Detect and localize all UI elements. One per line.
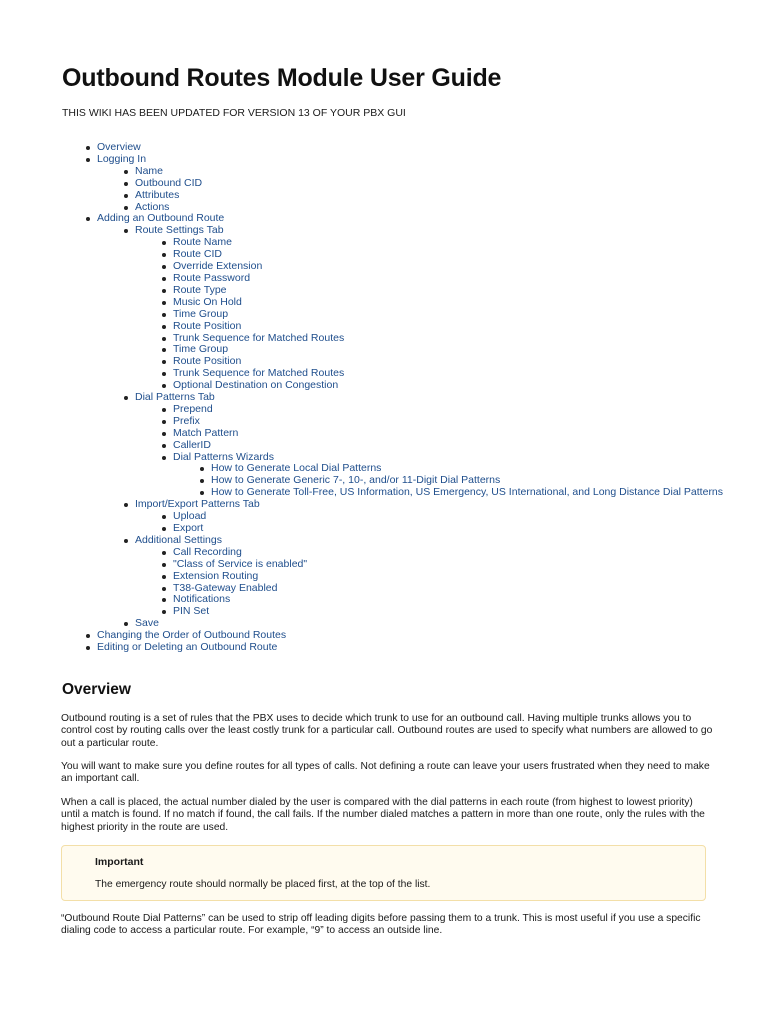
toc-link[interactable]: Route Password bbox=[173, 271, 251, 284]
version-banner: THIS WIKI HAS BEEN UPDATED FOR VERSION 13 OF YOUR PBX GUI bbox=[62, 107, 406, 119]
toc-link[interactable]: Time Group bbox=[173, 307, 229, 320]
toc-link[interactable]: "Class of Service is enabled" bbox=[173, 557, 308, 570]
toc-link[interactable]: Route Position bbox=[173, 355, 242, 368]
toc-link[interactable]: How to Generate Toll-Free, US Information, US Emergency, US International, and Long Distance Dial Patterns bbox=[211, 486, 724, 499]
toc-item bbox=[62, 606, 752, 618]
toc-item bbox=[62, 416, 752, 428]
toc-item bbox=[62, 142, 752, 154]
toc-link[interactable]: Actions bbox=[135, 200, 170, 213]
table-of-contents bbox=[62, 142, 752, 654]
toc-link[interactable]: Route Type bbox=[173, 283, 227, 296]
toc-item bbox=[62, 249, 752, 261]
toc-item bbox=[62, 368, 752, 380]
toc-item bbox=[62, 321, 752, 333]
toc-link[interactable]: Notifications bbox=[173, 593, 231, 606]
toc-item bbox=[62, 535, 752, 547]
toc-item bbox=[62, 392, 752, 404]
toc-item bbox=[62, 594, 752, 606]
toc-link[interactable]: Trunk Sequence for Matched Routes bbox=[173, 367, 345, 380]
toc-link[interactable]: How to Generate Generic 7-, 10-, and/or 11-Digit Dial Patterns bbox=[211, 474, 501, 487]
toc-link[interactable]: CallerID bbox=[173, 438, 211, 451]
toc-item bbox=[62, 356, 752, 368]
toc-link[interactable]: Extension Routing bbox=[173, 569, 259, 582]
overview-paragraph-2: You will want to make sure you define routes for all types of calls. Not defining a route can leave your users frustrated when they need to make an important call. bbox=[61, 761, 710, 785]
toc-link[interactable]: Optional Destination on Congestion bbox=[173, 379, 339, 392]
toc-link[interactable]: Route CID bbox=[173, 248, 223, 261]
toc-link[interactable]: Save bbox=[135, 617, 159, 630]
toc-link[interactable]: How to Generate Local Dial Patterns bbox=[211, 462, 382, 475]
toc-item bbox=[62, 333, 752, 345]
toc-link[interactable]: Route Name bbox=[173, 236, 232, 249]
toc-link[interactable]: Override Extension bbox=[173, 260, 263, 273]
toc-list bbox=[62, 142, 752, 654]
toc-link[interactable]: Route Settings Tab bbox=[135, 224, 224, 237]
overview-paragraph-3: When a call is placed, the actual number dialed by the user is compared with the dial patterns in each route (from highest to lowest priority) until a match is found. If no match if found, the call fails. If the number dialed matches a pattern in more than one route, only the rules with the highest priority in the route are used. bbox=[61, 797, 705, 833]
toc-link[interactable]: Upload bbox=[173, 510, 207, 523]
important-note bbox=[61, 845, 706, 901]
toc-link[interactable]: Name bbox=[135, 164, 164, 177]
toc-item bbox=[62, 428, 752, 440]
toc-link[interactable]: Adding an Outbound Route bbox=[97, 212, 225, 225]
note-text: The emergency route should normally be placed first, at the top of the list. bbox=[95, 879, 431, 890]
toc-link[interactable]: Overview bbox=[97, 141, 141, 153]
toc-item bbox=[62, 404, 752, 416]
toc-item bbox=[62, 583, 752, 595]
toc-item bbox=[62, 309, 752, 321]
toc-item bbox=[62, 237, 752, 249]
page-title: Outbound Routes Module User Guide bbox=[62, 64, 502, 92]
toc-link[interactable]: Logging In bbox=[97, 152, 147, 165]
toc-link[interactable]: PIN Set bbox=[173, 605, 210, 618]
toc-link[interactable]: Music On Hold bbox=[173, 295, 242, 308]
toc-link[interactable]: Dial Patterns Wizards bbox=[173, 450, 274, 463]
toc-link[interactable]: Dial Patterns Tab bbox=[135, 391, 215, 404]
toc-item bbox=[62, 511, 752, 523]
toc-item bbox=[62, 285, 752, 297]
note-title: Important bbox=[95, 856, 144, 868]
toc-item bbox=[62, 297, 752, 309]
toc-link[interactable]: Prepend bbox=[173, 402, 213, 415]
toc-item bbox=[62, 225, 752, 237]
toc-link[interactable]: Additional Settings bbox=[135, 533, 222, 546]
toc-link[interactable]: T38-Gateway Enabled bbox=[173, 581, 278, 594]
toc-link[interactable]: Editing or Deleting an Outbound Route bbox=[97, 641, 278, 654]
toc-item bbox=[62, 261, 752, 273]
toc-link[interactable]: Route Position bbox=[173, 319, 242, 332]
toc-link[interactable]: Prefix bbox=[173, 414, 200, 427]
toc-item bbox=[62, 273, 752, 285]
toc-link[interactable]: Time Group bbox=[173, 343, 229, 356]
toc-link[interactable]: Import/Export Patterns Tab bbox=[135, 498, 260, 511]
overview-heading: Overview bbox=[62, 681, 131, 698]
toc-item bbox=[62, 440, 752, 452]
overview-paragraph-4: “Outbound Route Dial Patterns” can be used to strip off leading digits before passing them to a trunk. This is most useful if you use a specific dialing code to access a particular route. For example, “9” to access an outside line. bbox=[61, 913, 701, 937]
toc-item bbox=[62, 499, 752, 511]
toc-link[interactable]: Attributes bbox=[135, 188, 180, 201]
toc-item bbox=[62, 547, 752, 559]
toc-item bbox=[62, 571, 752, 583]
toc-item bbox=[62, 154, 752, 166]
toc-link[interactable]: Outbound CID bbox=[135, 176, 203, 189]
toc-item bbox=[62, 344, 752, 356]
overview-paragraph-1: Outbound routing is a set of rules that the PBX uses to decide which trunk to use for an outbound call. Having multiple trunks allows you to control cost by routing calls over the least costly trunk for a particular call. Outbound routes are used to specify what numbers are allowed to go out a particular route. bbox=[61, 713, 713, 749]
toc-link[interactable]: Changing the Order of Outbound Routes bbox=[97, 629, 287, 642]
toc-link[interactable]: Export bbox=[173, 522, 204, 534]
toc-link[interactable]: Trunk Sequence for Matched Routes bbox=[173, 331, 345, 344]
toc-link[interactable]: Call Recording bbox=[173, 545, 242, 558]
toc-item bbox=[62, 642, 752, 654]
toc-item bbox=[62, 559, 752, 571]
toc-item bbox=[62, 452, 752, 464]
toc-link[interactable]: Match Pattern bbox=[173, 426, 239, 439]
